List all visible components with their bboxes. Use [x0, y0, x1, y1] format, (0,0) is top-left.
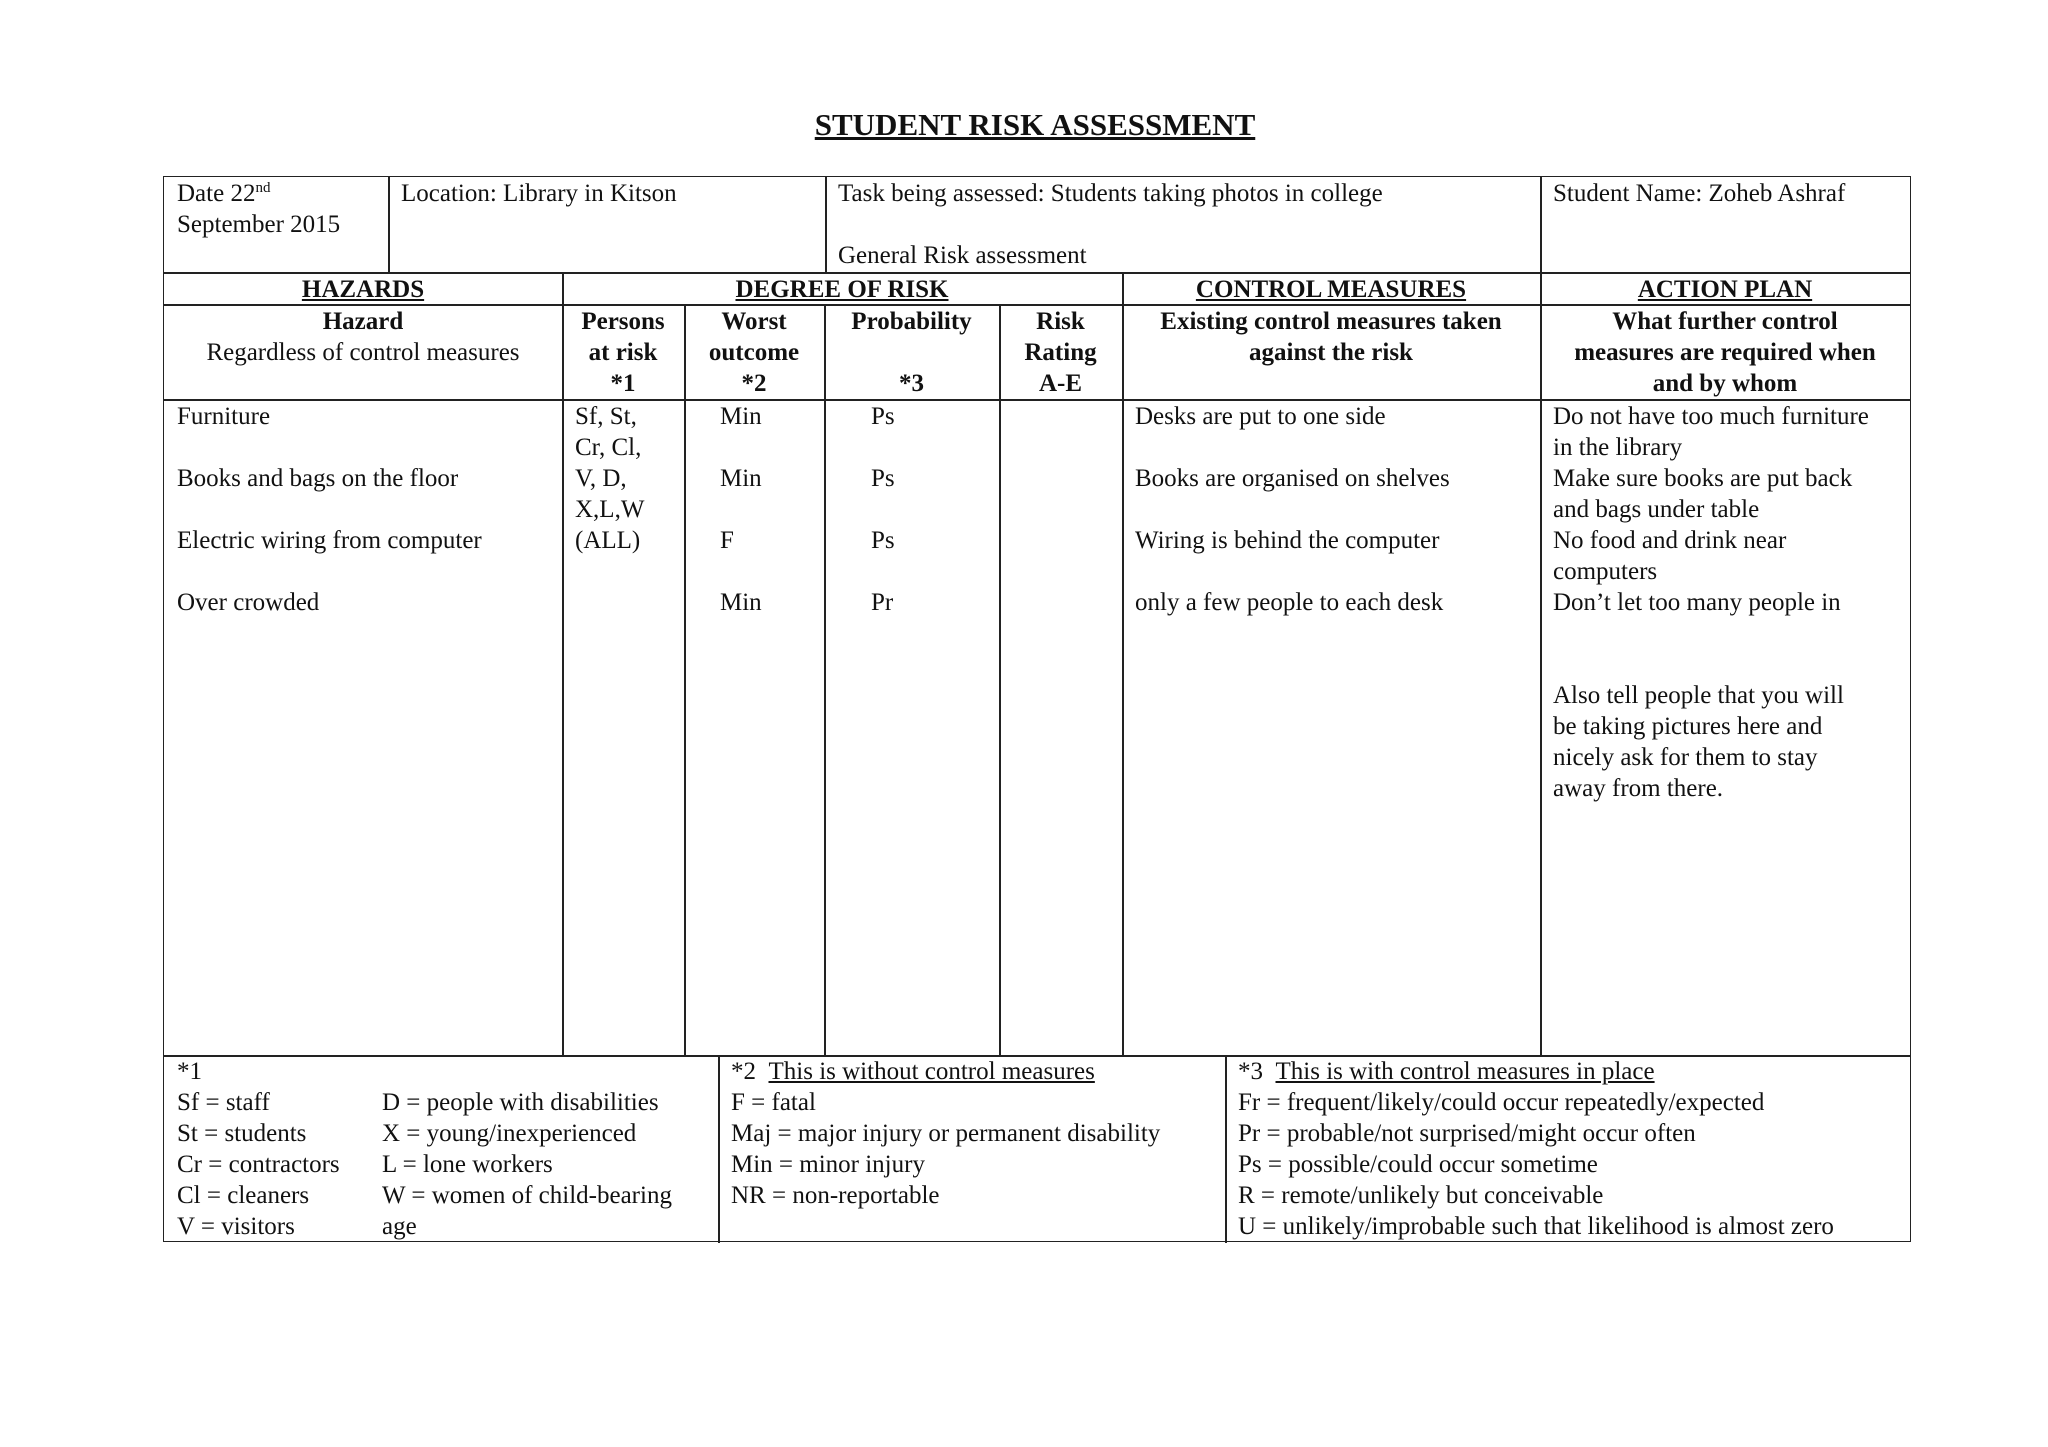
header-probability-blank [824, 337, 999, 368]
rule-legend-col2 [1225, 1055, 1227, 1243]
action-note: away from there. [1553, 775, 1724, 802]
location-text: Location: Library in Kitson [401, 180, 677, 207]
legend-probability-code: R = remote/unlikely but conceivable [1238, 1182, 1604, 1209]
legend-persons-code: D = people with disabilities [382, 1089, 659, 1116]
header-hazard [164, 306, 562, 368]
task-subtext: General Risk assessment [838, 242, 1087, 269]
action-note: be taking pictures here and [1553, 713, 1823, 740]
header-further-control [1540, 306, 1910, 399]
header-worst-outcome [684, 306, 824, 399]
legend-outcome-code: Min = minor injury [731, 1151, 925, 1178]
legend-outcome-heading: This is without control measures [768, 1058, 1095, 1085]
header-worst-note: *2 [741, 370, 767, 397]
worst-outcome-value: Min [720, 589, 762, 616]
header-persons-line: at risk [588, 339, 658, 366]
legend-persons-code: Cl = cleaners [177, 1182, 310, 1209]
worst-outcome-list [720, 401, 820, 618]
legend-persons-heading: *1 [177, 1058, 202, 1085]
action-note: Also tell people that you will [1553, 682, 1844, 709]
probability-value: Ps [871, 403, 895, 430]
header-rating-scale: A-E [1038, 370, 1083, 397]
legend-persons-code: X = young/inexperienced [382, 1120, 637, 1147]
task-cell [838, 178, 1538, 271]
section-control-measures: CONTROL MEASURES [1195, 276, 1467, 303]
rule-col-worst [824, 304, 826, 1056]
header-persons-at-risk [562, 306, 684, 399]
hazard-item: Over crowded [177, 589, 320, 616]
date-month-year: September 2015 [177, 211, 341, 238]
rule-col-probability [999, 304, 1001, 1056]
location-cell [401, 178, 821, 209]
date-ordinal-suffix: nd [255, 180, 271, 196]
legend-probability-code: Pr = probable/not surprised/might occur often [1238, 1120, 1696, 1147]
header-further-line: and by whom [1652, 370, 1798, 397]
action-item: computers [1553, 558, 1658, 585]
legend-outcome-code: Maj = major injury or permanent disability [731, 1120, 1161, 1147]
section-hazards: HAZARDS [301, 276, 425, 303]
legend-persons-code: St = students [177, 1120, 307, 1147]
header-rating-line: Rating [1024, 339, 1097, 366]
action-item: and bags under table [1553, 496, 1760, 523]
legend-persons-code: V = visitors [177, 1213, 295, 1240]
persons-at-risk-list [575, 401, 683, 556]
action-item: No food and drink near [1553, 527, 1787, 554]
legend-persons-code: W = women of child-bearing [382, 1182, 672, 1209]
task-text: Task being assessed: Students taking photos in college [838, 180, 1383, 207]
legend-persons-code: Sf = staff [177, 1089, 270, 1116]
legend-probability-code: U = unlikely/improbable such that likelihood is almost zero [1238, 1213, 1834, 1240]
legend-persons-key [177, 1056, 712, 1242]
header-existing-line: Existing control measures taken [1160, 308, 1502, 335]
rule-legend-col1 [718, 1055, 720, 1243]
legend-persons-code: L = lone workers [382, 1151, 553, 1178]
control-measure: only a few people to each desk [1135, 589, 1444, 616]
student-cell [1553, 178, 1908, 209]
header-worst-line: Worst [721, 308, 787, 335]
persons-line: (ALL) [575, 527, 641, 554]
header-hazard-title: Hazard [322, 308, 404, 335]
legend-probability-code: Ps = possible/could occur sometime [1238, 1151, 1598, 1178]
header-persons-note: *1 [610, 370, 636, 397]
worst-outcome-value: Min [720, 465, 762, 492]
action-item: Don’t let too many people in [1553, 589, 1841, 616]
legend-outcome-marker: *2 [731, 1058, 756, 1085]
probability-value: Ps [871, 527, 895, 554]
header-rating-line: Risk [1036, 308, 1085, 335]
legend-persons-code: Cr = contractors [177, 1151, 340, 1178]
section-action-plan: ACTION PLAN [1637, 276, 1813, 303]
control-measure: Desks are put to one side [1135, 403, 1386, 430]
date-cell [177, 178, 387, 240]
persons-line: X,L,W [575, 496, 645, 523]
action-item: Do not have too much furniture [1553, 403, 1869, 430]
legend-outcome-key [731, 1056, 1221, 1211]
rule-col-persons [684, 304, 686, 1056]
rule-info-col3 [1540, 177, 1542, 273]
probability-list [871, 401, 971, 618]
header-further-line: What further control [1612, 308, 1838, 335]
persons-line: Sf, St, [575, 403, 637, 430]
header-risk-rating [999, 306, 1122, 399]
probability-value: Pr [871, 589, 894, 616]
rule-col-existing [1540, 304, 1542, 1056]
control-measures-list [1135, 401, 1535, 618]
action-item: Make sure books are put back [1553, 465, 1853, 492]
persons-line: V, D, [575, 465, 627, 492]
date-label: Date 22 [177, 180, 256, 207]
hazard-list [177, 401, 557, 618]
page-title: STUDENT RISK ASSESSMENT [814, 107, 1256, 142]
header-probability-line: Probability [851, 308, 972, 335]
probability-value: Ps [871, 465, 895, 492]
rule-col-rating [1122, 304, 1124, 1056]
rule-col-hazard [562, 304, 564, 1056]
legend-outcome-code: F = fatal [731, 1089, 816, 1116]
persons-line: Cr, Cl, [575, 434, 642, 461]
legend-outcome-code: NR = non-reportable [731, 1182, 940, 1209]
legend-probability-code: Fr = frequent/likely/could occur repeatedly/expected [1238, 1089, 1765, 1116]
hazard-item: Books and bags on the floor [177, 465, 459, 492]
header-existing-control [1122, 306, 1540, 368]
hazard-item: Electric wiring from computer [177, 527, 482, 554]
legend-probability-marker: *3 [1238, 1058, 1263, 1085]
worst-outcome-value: F [720, 527, 734, 554]
rule-info-col1 [388, 177, 390, 273]
action-plan-list [1553, 401, 1908, 804]
legend-probability-heading: This is with control measures in place [1275, 1058, 1655, 1085]
control-measure: Wiring is behind the computer [1135, 527, 1440, 554]
header-probability-note: *3 [899, 370, 924, 397]
header-persons-line: Persons [581, 308, 665, 335]
header-existing-line: against the risk [1249, 339, 1413, 366]
header-probability [824, 306, 999, 399]
action-note: nicely ask for them to stay [1553, 744, 1818, 771]
header-further-line: measures are required when [1574, 339, 1876, 366]
rule-info-col2 [825, 177, 827, 273]
section-degree-of-risk: DEGREE OF RISK [735, 276, 949, 303]
hazard-item: Furniture [177, 403, 271, 430]
risk-assessment-table [163, 176, 1911, 1242]
worst-outcome-value: Min [720, 403, 762, 430]
header-hazard-subtitle: Regardless of control measures [206, 339, 520, 366]
header-worst-line: outcome [708, 339, 800, 366]
legend-persons-code: age [382, 1213, 417, 1240]
legend-probability-key [1238, 1056, 1908, 1242]
action-item: in the library [1553, 434, 1683, 461]
control-measure: Books are organised on shelves [1135, 465, 1450, 492]
student-name: Student Name: Zoheb Ashraf [1553, 180, 1846, 207]
